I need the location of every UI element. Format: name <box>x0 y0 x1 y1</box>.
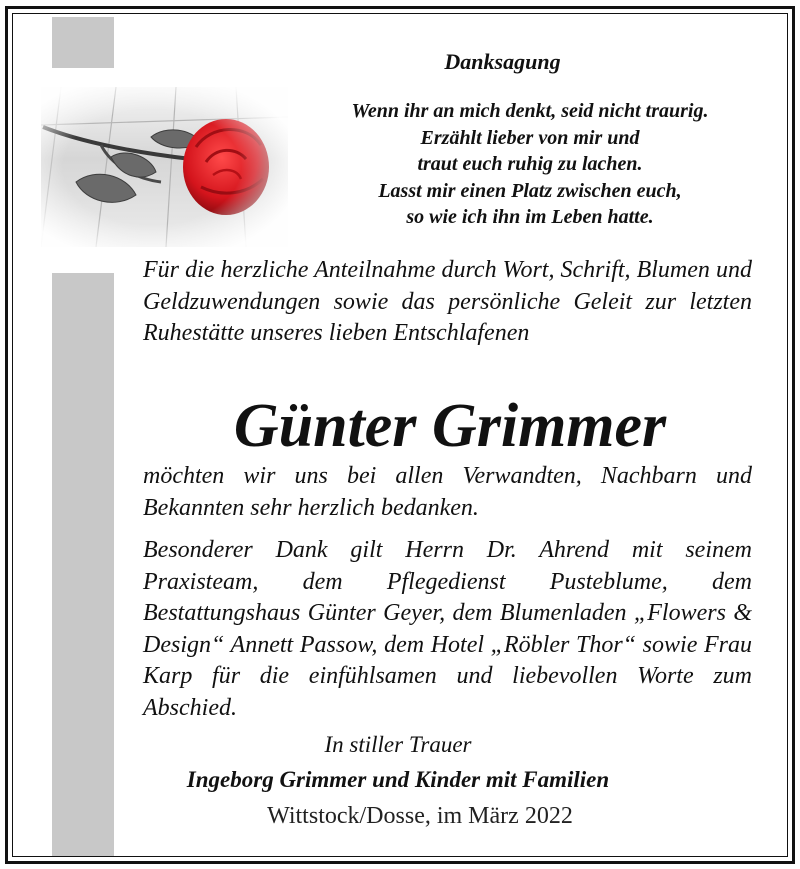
poem-line: Erzählt lieber von mir und <box>420 126 640 149</box>
family-signature: Ingeborg Grimmer und Kinder mit Familien <box>186 767 610 792</box>
poem-line: Wenn ihr an mich denkt, seid nicht traurig. <box>351 100 709 122</box>
poem-verse <box>300 98 760 231</box>
special-thanks-paragraph: Besonderer Dank gilt Herrn Dr. Ahrend mit seinem Praxisteam, dem Pflegedienst Pusteblume, dem Bestattungshaus Günter Geyer, dem Blumenladen „Flowers & Design“ Annett Passow, dem Hotel „Röbler Thor“ sowie Frau Karp für die einfühlsamen und liebevollen Worte zum Abschied. <box>143 537 752 721</box>
poem-line: so wie ich ihn im Leben hatte. <box>406 206 654 228</box>
place-date: Wittstock/Dosse, im März 2022 <box>267 803 573 829</box>
poem-line: traut euch ruhig zu lachen. <box>417 153 643 175</box>
mourning-phrase: In stiller Trauer <box>324 732 472 757</box>
cross-bar-top <box>52 17 114 68</box>
poem-line: Lasst mir einen Platz zwischen euch, <box>378 179 682 202</box>
rose-photo <box>41 87 288 247</box>
thanks-intro-paragraph: Für die herzliche Anteilnahme durch Wort, Schrift, Blumen und Geldzuwendungen sowie das persönliche Geleit zur letzten Ruhestätte unseres lieben Entschlafenen <box>143 257 752 346</box>
deceased-name: Günter Grimmer <box>233 392 667 460</box>
thanks-continued-paragraph: möchten wir uns bei allen Verwandten, Nachbarn und Bekannten sehr herzlich bedanken. <box>143 463 752 521</box>
cross-bar-vertical <box>52 273 114 856</box>
heading-danksagung: Danksagung <box>444 49 561 74</box>
